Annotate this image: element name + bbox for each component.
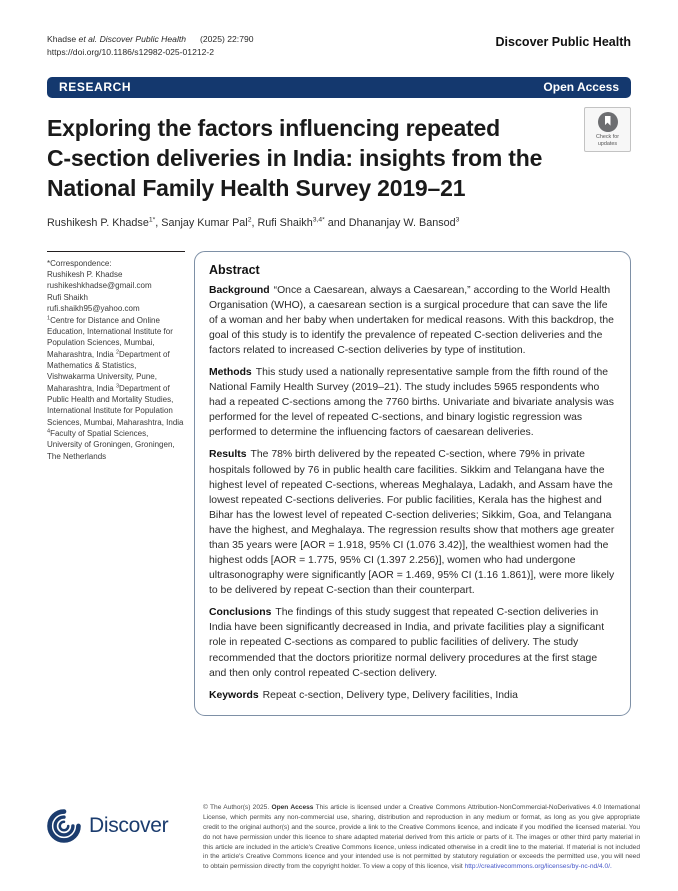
check-for-updates-button[interactable] <box>584 107 631 152</box>
section-text: The 78% birth delivered by the repeated C-section, where 79% in private hospitals followed by 76 in public health care facilities. Sikkim and Telangana have the highest level of repeated C-sections, whereas Meghalaya, Ladakh, and Assam have the lowest repeated C-sections deliveries. For public facilities, Kerala has the highest and Bihar has the lowest level of repeated C-section deliveries; Sikkim, Goa, and Telangana have the highest, and Meghalaya. The regression results show that mothers age greater than 35 years were [AOR = 1.918, 95% CI (1.076 3.42)], the wealthiest women had the highest odds [AOR = 1.775, 95% CI (1.397 2.256)], women who had undergone ultrasonography were significantly [AOR = 1.469, 95% CI (1.16 1.861)], were more likely to be delivered by repeat C-section than their counterpart. <box>209 449 615 597</box>
affiliation-sup: 4 <box>47 428 51 435</box>
author: , Sanjay Kumar Pal <box>155 216 248 229</box>
author: and Dhananjay W. Bansod <box>324 216 456 229</box>
affiliation-text: Centre for Distance and Online Education, International Institute for Population Sciences, Mumbai, Maharashtra, India <box>47 315 173 359</box>
journal-name: Discover Public Health <box>495 35 631 49</box>
correspondence-label: *Correspondence: <box>47 258 112 268</box>
affiliation-text: Department of Public Health and Mortality Studies, International Institute for Population Sciences, Mumbai, Maharashtra, India <box>47 383 184 427</box>
doi-text: https://doi.org/10.1186/s12982-025-01212-2 <box>47 47 215 58</box>
title-line-2: C-section deliveries in India: insights from the <box>47 144 543 171</box>
title-block <box>47 113 631 204</box>
title-line-3: National Family Health Survey 2019–21 <box>47 175 466 202</box>
author-affil-sup: 3,4* <box>312 216 325 224</box>
page-header <box>0 0 678 60</box>
author: , Rufi Shaikh <box>251 216 313 229</box>
section-label: Background <box>209 284 270 296</box>
section-label: Conclusions <box>209 607 272 619</box>
keywords-line <box>209 688 616 703</box>
citation-journal: et al. Discover Public Health <box>78 34 187 44</box>
main-content <box>47 251 631 716</box>
abstract-section-methods <box>209 365 616 440</box>
correspondent-name: Rushikesh P. Khadse <box>47 270 123 280</box>
publisher-logo-text: Discover <box>89 814 169 837</box>
license-link[interactable]: http://creativecommons.org/licenses/by-nc-nd/4.0/. <box>464 863 612 871</box>
abstract-box <box>194 251 631 716</box>
citation-issue: (2025) 22:790 <box>200 34 254 44</box>
author: Rushikesh P. Khadse <box>47 216 149 229</box>
license-body: This article is licensed under a Creative Commons Attribution-NonCommercial-NoDerivatives 4.0 International License, which permits any non-commercial use, sharing, distribution and reproduction in any medium or format, as long as you give appropriate credit to the original author(s) and the source, provide a link to the Creative Commons licence, and indicate if you modified the licensed material. You do not have permission under this licence to share adapted material derived from this article or parts of it. The images or other third party material in this article are included in the article's Creative Commons licence, unless indicated otherwise in a credit line to the material. If material is not included in the article's Creative Commons licence and your intended use is not permitted by statutory regulation or exceeds the permitted use, you will need to obtain permission directly from the copyright holder. To view a copy of this licence, visit <box>203 804 640 871</box>
abstract-section-results <box>209 447 616 598</box>
check-updates-icon <box>598 112 618 132</box>
keywords-text: Repeat c-section, Delivery type, Delivery facilities, India <box>262 689 518 701</box>
publisher-logo <box>47 803 189 843</box>
correspondent-email: rufi.shaikh95@yahoo.com <box>47 304 140 314</box>
affiliation-sup: 2 <box>115 348 119 355</box>
affiliation-text: Department of Mathematics & Statistics, Vishwakarma University, Pune, Maharashtra, India <box>47 349 170 393</box>
license-open-access-label: Open Access <box>271 804 314 811</box>
abstract-section-conclusions <box>209 605 616 680</box>
citation-block <box>47 33 254 60</box>
correspondent-name: Rufi Shaikh <box>47 292 88 302</box>
license-copyright: © The Author(s) 2025. <box>203 804 272 811</box>
article-type-label: RESEARCH <box>59 79 132 94</box>
title-line-1: Exploring the factors influencing repeated <box>47 114 500 141</box>
author-affil-sup: 2 <box>247 216 252 224</box>
author-list <box>47 217 631 229</box>
citation-author: Khadse <box>47 34 79 44</box>
license-text <box>203 803 640 872</box>
page-footer <box>47 803 640 872</box>
citation-line <box>47 33 254 46</box>
affiliation-text: Faculty of Spatial Sciences, University of Groningen, Groningen, The Netherlands <box>47 429 175 461</box>
section-text: The findings of this study suggest that repeated C-section deliveries in India have been significantly decreased in India, and private facilities play a significant role in repeated C-sections as compared to public facilities of delivery. The study recommended that the doctors prioritize normal delivery procedures at the first stage and then only control repeated C-section delivery. <box>209 607 605 679</box>
correspondence-sidebar <box>47 251 185 462</box>
author-affil-sup: 3 <box>455 216 460 224</box>
abstract-heading: Abstract <box>209 262 260 277</box>
affiliation <box>47 429 175 461</box>
open-access-label: Open Access <box>543 79 619 94</box>
discover-swirl-icon <box>47 809 81 843</box>
abstract-section-background <box>209 283 616 358</box>
keywords-label: Keywords <box>209 689 259 701</box>
affiliation-sup: 3 <box>115 383 119 389</box>
check-updates-label: Check for updates <box>595 133 620 147</box>
section-label: Methods <box>209 367 252 379</box>
article-title <box>47 113 575 204</box>
section-label: Results <box>209 449 247 461</box>
section-text: “Once a Caesarean, always a Caesarean,” according to the World Health Organisation (WHO), a caesarean section is a surgical procedure that can save the life of a woman and her baby when undertaken for medical reasons. With this backdrop, the goal of this study is to identify the prevalence of repeated C-section deliveries and the factors related to increased C-section deliveries by type of institution. <box>209 284 614 357</box>
correspondent-email: rushikeshkhadse@gmail.com <box>47 281 152 291</box>
section-text: This study used a nationally representative sample from the fifth round of the National Family Health Survey (2019–21). The study includes 5965 respondents who had a repeated C-sections among the 7760 births. Univariate and bivariate analysis was performed for the level of repeated C-sections, and binary logistic regression was performed to determine the influencing factors of caesarean deliveries. <box>209 367 614 439</box>
affiliation-sup: 1 <box>47 314 51 321</box>
author-affil-sup: 1* <box>148 216 156 224</box>
article-type-banner <box>47 77 631 98</box>
